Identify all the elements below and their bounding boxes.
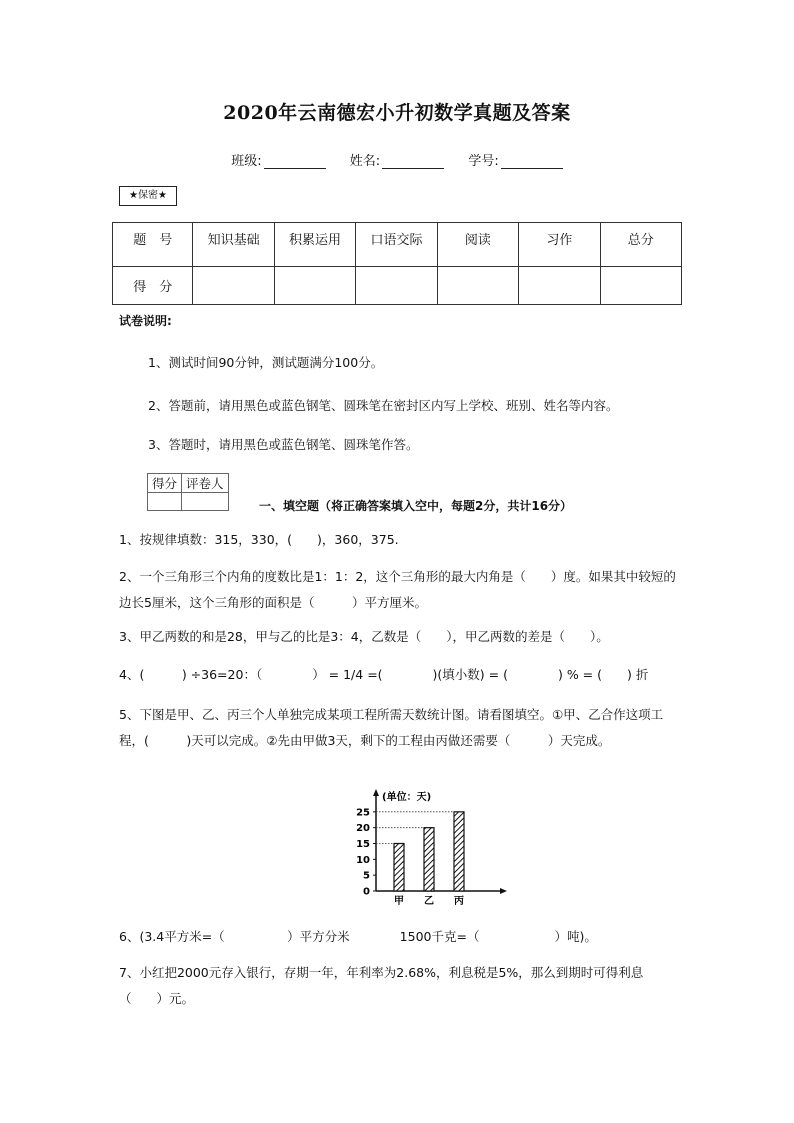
instructions-heading: 试卷说明: (119, 314, 172, 328)
header-cell: 知识基础 (193, 223, 274, 267)
header-cell: 题 号 (113, 223, 193, 267)
section-heading: 一、填空题（将正确答案填入空中，每题2分，共计16分） (259, 499, 573, 513)
page-title: 2020年云南德宏小升初数学真题及答案 (223, 102, 571, 124)
y-tick-label: 0 (363, 886, 370, 898)
class-label: 班级: (231, 154, 262, 169)
score-cell[interactable] (519, 267, 600, 305)
grader-reviewer-label: 评卷人 (182, 474, 229, 493)
score-cell[interactable] (193, 267, 274, 305)
score-cell[interactable] (437, 267, 518, 305)
name-label: 姓名: (349, 154, 381, 169)
grader-reviewer-cell[interactable] (182, 493, 229, 511)
bar (454, 812, 464, 891)
y-axis-arrow (373, 789, 379, 796)
grader-score-label: 得分 (148, 474, 182, 493)
question-1: 1、按规律填数：315，330，( )，360，375. (119, 532, 399, 547)
header-cell: 口语交际 (356, 223, 437, 267)
y-tick-label: 15 (356, 839, 370, 850)
header-cell: 习作 (519, 223, 600, 267)
header-cell: 总分 (600, 223, 681, 267)
class-field[interactable] (231, 150, 325, 169)
score-row-label: 得 分 (113, 267, 193, 305)
score-cell[interactable] (356, 267, 437, 305)
question-3: 3、甲乙两数的和是28，甲与乙的比是3：4，乙数是（ ），甲乙两数的差是（ ）。 (119, 629, 609, 644)
instruction-item: 2、答题前，请用黑色或蓝色钢笔、圆珠笔在密封区内写上学校、班别、姓名等内容。 (148, 398, 619, 413)
class-blank[interactable] (264, 154, 326, 169)
grader-score-cell[interactable] (148, 493, 182, 511)
question-7: 7、小红把2000元存入银行，存期一年，年利率为2.68%，利息税是5%，那么到期时可得利息（ ）元。 (119, 965, 644, 1006)
question-4: 4、( ) ÷36=20：（ ） = 1/4 =( )(填小数) = ( ) % = ( ) 折 (119, 667, 649, 682)
x-axis-arrow (500, 888, 507, 894)
bar (394, 844, 404, 892)
score-table (112, 222, 682, 305)
header-cell: 积累运用 (274, 223, 355, 267)
y-tick-label: 5 (363, 870, 370, 882)
student-id-label: 学号: (468, 154, 499, 169)
y-axis-label: (单位：天) (382, 792, 432, 803)
question-6: 6、(3.4平方米=（ ）平方分米 1500千克=（ ）吨)。 (119, 929, 597, 944)
score-table-header-row (113, 223, 682, 267)
question-5: 5、下图是甲、乙、丙三个人单独完成某项工程所需天数统计图。请看图填空。①甲、乙合作这项工程，( )天可以完成。②先由甲做3天，剩下的工程由丙做还需要（ ）天完成。 (119, 707, 664, 748)
score-cell[interactable] (274, 267, 355, 305)
y-tick-label: 10 (356, 854, 370, 866)
name-field[interactable] (350, 150, 444, 169)
x-tick-label: 甲 (394, 896, 404, 907)
score-table-score-row (113, 267, 682, 305)
x-tick-label: 丙 (454, 896, 464, 907)
grader-box (147, 473, 229, 511)
x-tick-label: 乙 (424, 896, 434, 907)
y-tick-label: 25 (356, 807, 370, 819)
instruction-item: 3、答题时，请用黑色或蓝色钢笔、圆珠笔作答。 (148, 437, 419, 452)
student-id-field[interactable] (468, 150, 562, 169)
confidential-stamp: ★保密★ (119, 186, 177, 206)
name-blank[interactable] (382, 154, 444, 169)
workdays-bar-chart (350, 784, 510, 909)
student-id-blank[interactable] (501, 154, 563, 169)
instruction-item: 1、测试时间90分钟，测试题满分100分。 (148, 355, 384, 370)
score-cell[interactable] (600, 267, 681, 305)
y-tick-label: 20 (356, 823, 370, 835)
header-cell: 阅读 (437, 223, 518, 267)
question-2: 2、一个三角形三个内角的度数比是1：1：2，这个三角形的最大内角是（ ）度。如果其中较短的边长5厘米，这个三角形的面积是（ ）平方厘米。 (119, 569, 676, 610)
bar (424, 828, 434, 891)
student-info-row (0, 150, 794, 169)
